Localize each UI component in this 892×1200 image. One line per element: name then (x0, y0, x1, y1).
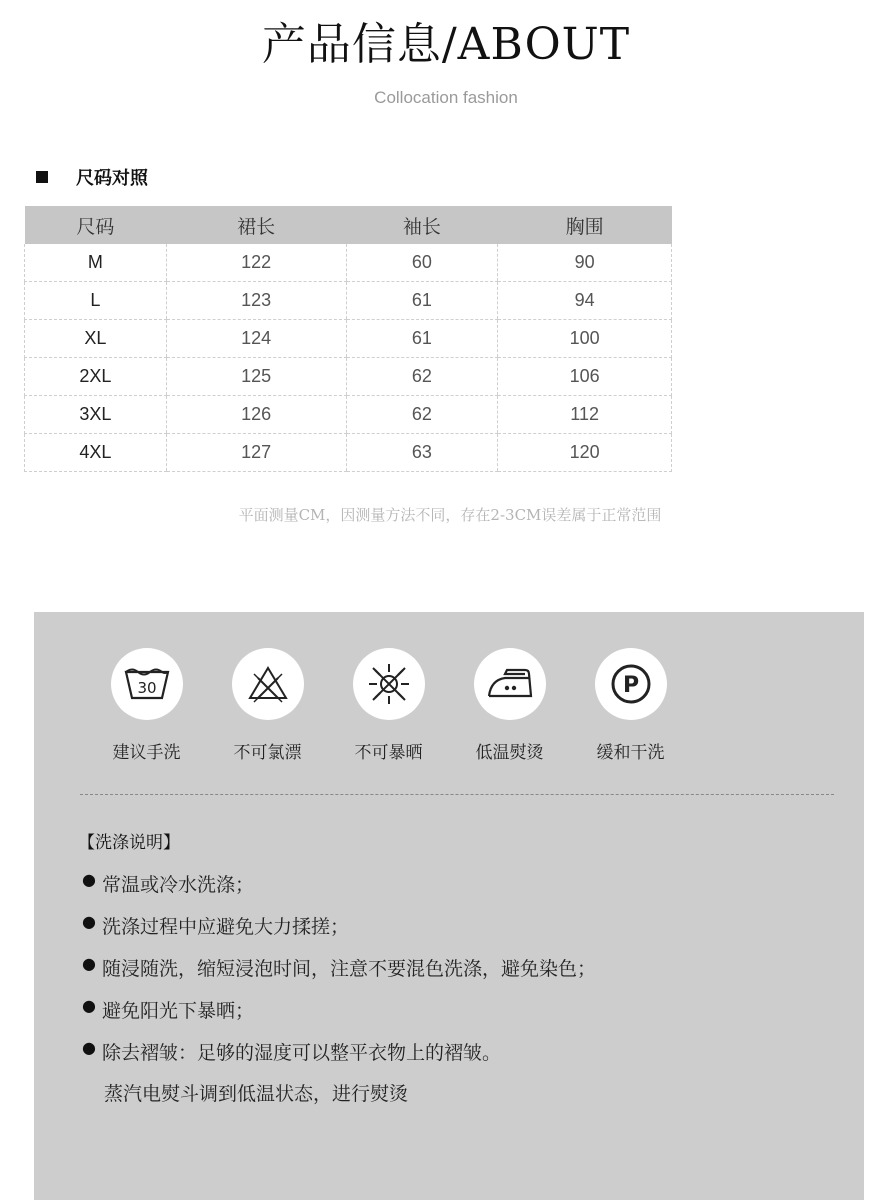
column-header: 尺码 (25, 206, 167, 244)
square-bullet-icon (36, 171, 48, 183)
instruction-continuation: 蒸汽电熨斗调到低温状态，进行熨烫 (104, 1083, 409, 1105)
svg-text:P: P (622, 673, 639, 698)
table-cell: 62 (346, 396, 498, 434)
care-icons (86, 648, 691, 763)
list-item (82, 870, 596, 912)
bullet-icon: ● (82, 870, 96, 889)
wash-30-icon (111, 648, 183, 720)
list-item (82, 912, 596, 954)
column-header: 胸围 (498, 206, 672, 244)
bullet-icon: ● (82, 996, 96, 1015)
table-cell: 112 (498, 396, 672, 434)
page-subtitle: Collocation fashion (374, 88, 518, 107)
table-cell: XL (25, 320, 167, 358)
wash-instructions-list (82, 870, 596, 1080)
instruction-text: 除去褶皱：足够的湿度可以整平衣物上的褶皱。 (102, 1042, 502, 1064)
no-bleach-icon (232, 648, 304, 720)
page-title: 产品信息/ABOUT (261, 19, 631, 70)
instruction-text: 常温或冷水洗涤； (102, 874, 255, 896)
table-row (25, 282, 672, 320)
measurement-note: 平面测量CM，因测量方法不同，存在2-3CM误差属于正常范围 (238, 506, 662, 524)
table-cell: 120 (498, 434, 672, 472)
care-label: 低温熨烫 (475, 743, 544, 763)
table-cell: 126 (166, 396, 346, 434)
size-chart-label: 尺码对照 (76, 168, 148, 189)
table-cell: 122 (166, 244, 346, 282)
bullet-icon: ● (82, 912, 96, 931)
table-row (25, 358, 672, 396)
wash-instructions-title: 【洗涤说明】 (78, 833, 180, 853)
list-item (82, 996, 596, 1038)
care-item-low-iron (449, 648, 570, 763)
table-cell: 61 (346, 320, 498, 358)
table-row (25, 320, 672, 358)
care-label: 不可氯漂 (233, 743, 302, 763)
table-cell: 106 (498, 358, 672, 396)
divider (80, 794, 834, 795)
list-item (82, 1038, 596, 1080)
table-cell: 90 (498, 244, 672, 282)
column-header: 裙长 (166, 206, 346, 244)
table-header-row (25, 206, 672, 244)
table-cell: 62 (346, 358, 498, 396)
bullet-icon: ● (82, 954, 96, 973)
care-label: 缓和干洗 (596, 743, 665, 763)
table-cell: 124 (166, 320, 346, 358)
size-table (24, 206, 672, 472)
low-iron-icon (474, 648, 546, 720)
list-item (82, 954, 596, 996)
table-cell: 125 (166, 358, 346, 396)
care-label: 不可暴晒 (354, 743, 423, 763)
table-row (25, 396, 672, 434)
table-cell: 4XL (25, 434, 167, 472)
table-cell: 127 (166, 434, 346, 472)
table-cell: 100 (498, 320, 672, 358)
table-cell: M (25, 244, 167, 282)
table-cell: 60 (346, 244, 498, 282)
bullet-icon: ● (82, 1038, 96, 1057)
table-cell: 61 (346, 282, 498, 320)
table-cell: 123 (166, 282, 346, 320)
instruction-text: 洗涤过程中应避免大力揉搓； (102, 916, 350, 938)
column-header: 袖长 (346, 206, 498, 244)
table-cell: 2XL (25, 358, 167, 396)
table-row (25, 244, 672, 282)
instruction-text: 随浸随洗，缩短浸泡时间，注意不要混色洗涤，避免染色； (102, 958, 597, 980)
care-item-hand-wash (86, 648, 207, 763)
care-item-no-bleach (207, 648, 328, 763)
size-chart-heading (36, 164, 148, 190)
care-item-gentle-dry (570, 648, 691, 763)
table-cell: L (25, 282, 167, 320)
svg-text:30: 30 (136, 679, 157, 697)
table-cell: 3XL (25, 396, 167, 434)
gentle-dry-icon (595, 648, 667, 720)
no-sun-icon (353, 648, 425, 720)
instruction-text: 避免阳光下暴晒； (102, 1000, 255, 1022)
care-item-no-sun (328, 648, 449, 763)
care-panel (34, 612, 864, 1200)
care-label: 建议手洗 (112, 743, 181, 763)
table-cell: 94 (498, 282, 672, 320)
table-cell: 63 (346, 434, 498, 472)
table-row (25, 434, 672, 472)
